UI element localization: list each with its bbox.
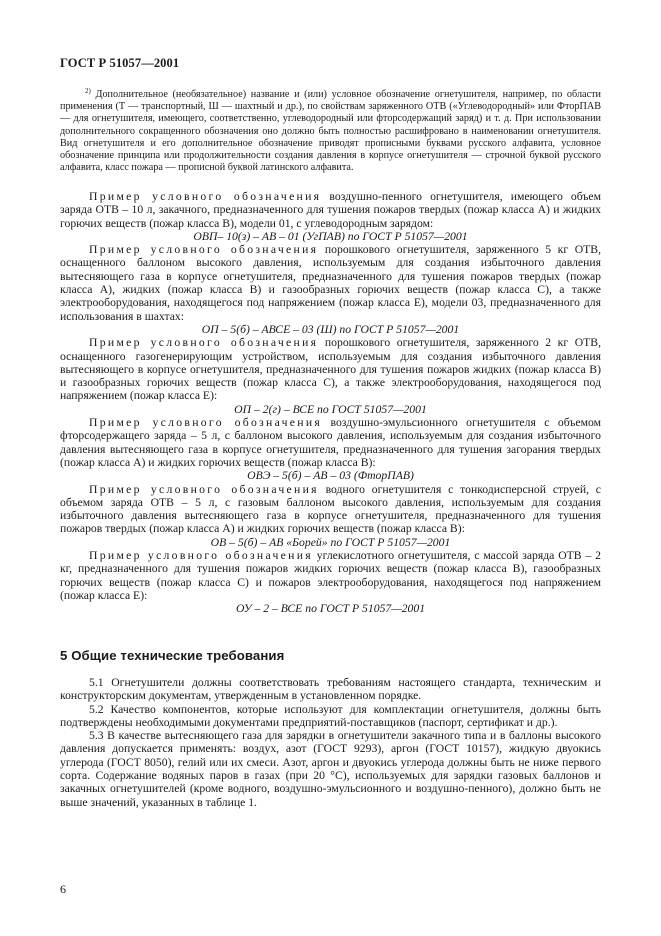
example-text: водного огнетушителя с тонкодисперсной струей, с объемом заряда ОТВ – 5 л, с газовым баллоном высокого давления, используемым для создания избыточного давления вытесняющего газа в корпусе огнетушителя, предназначенного для тушения пожаров твердых (пожар класса А) и жидких горючих веществ (пожар класса В): (60, 482, 601, 536)
example-text: воздушно-пенного огнетушителя, имеющего объем заряда ОТВ – 10 л, закачного, предназначенного для тушения пожаров твердых (пожар класса А) и жидких горючих веществ (пожар класса В), модели 01, с углеводородным зарядом: (60, 190, 601, 230)
footnote-text: Дополнительное (необязательное) название и (или) условное обозначение огнетушителя, например, по области применения (Т — транспортный, Ш — шахтный и др.), по свойствам заряженного ОТВ («Углеводородный» или ФторПАВ — для огнетушителя, имеющего, соответственно, углеводородный или фторсодержащий заряд) и т. д. При использовании дополнительного сокращенного обозначения оно должно быть полностью расшифровано в наименовании огнетушителя. Вид огнетушителя и его дополнительное обозначение приводят прописными буквами русского алфавита, условное обозначение принципа или продолжительности создания давления в корпусе огнетушителя — строчной буквой русского алфавита, класс пожара — прописной буквой латинского алфавита. (60, 89, 601, 174)
example-lead: Пример условного обозначения (89, 416, 323, 430)
example-formula: ОП – 5(б) – АВСЕ – 03 (Ш) по ГОСТ Р 51057—2001 (201, 322, 460, 336)
example-paragraph (60, 483, 601, 536)
section-paragraph: 5.1 Огнетушители должны соответствовать требованиям настоящего стандарта, техническим и конструкторским документам, утвержденным в установленном порядке. (60, 676, 601, 703)
example-lead: Пример условного обозначения (89, 190, 322, 203)
section-heading: 5 Общие технические требования (60, 648, 285, 663)
example-text: воздушно-эмульсионного огнетушителя с объемом фторсодержащего заряда – 5 л, с баллоном высокого давления, используемым для создания избыточного давления вытесняющего газа в корпусе огнетушителя, предназначенного для тушения загорания твердых (пожар класса А) и жидких горючих веществ (пожар класса В): (60, 416, 602, 469)
example-lead: Пример условного обозначения (89, 482, 319, 496)
example-lead: Пример условного обозначения (89, 336, 319, 350)
page-header-doc-id: ГОСТ Р 51057—2001 (60, 56, 180, 70)
example-formula: ОП – 2(г) – ВСЕ по ГОСТ 51057—2001 (234, 402, 427, 416)
section-paragraph: 5.2 Качество компонентов, которые используют для комплектации огнетушителя, должны быть подтверждены необходимыми документами предприятий-поставщиков (паспорт, сертификат и др.). (60, 702, 601, 729)
footnote-paragraph (60, 89, 601, 174)
example-lead: Пример условного обозначения (89, 549, 313, 563)
example-text: порошкового огнетушителя, заряженного 2 кг ОТВ, оснащенного газогенерирующим устройством, используемым для создания избыточного давления вытесняющего в корпусе огнетушителя, предназначенного для тушения пожаров жидких (пожар класса В) и газообразных горючих веществ (пожар класса С), а также электрооборудования, находящегося под напряжением (пожар класса Е): (60, 336, 601, 403)
examples-block (60, 190, 601, 616)
example-formula: ОВП– 10(з) – АВ – 01 (УгПАВ) по ГОСТ Р 51057—2001 (193, 229, 468, 243)
example-paragraph (60, 416, 601, 469)
example-paragraph (60, 549, 601, 602)
example-formula: ОВЭ – 5(б) – АВ – 03 (ФторПАВ) (247, 469, 414, 483)
footnote-marker: 2) (85, 87, 91, 95)
example-text: углекислотного огнетушителя, с массой заряда ОТВ – 2 кг, предназначенного для тушения пожаров жидких горючих веществ (пожар класса В), газообразных горючих веществ (пожар класса С) и пожаров электрооборудования, находящегося под напряжением (пожар класса Е): (60, 549, 601, 602)
example-lead: Пример условного обозначения (89, 243, 319, 257)
footnote (60, 89, 601, 174)
example-paragraph (60, 243, 601, 323)
example-formula: ОУ – 2 – ВСЕ по ГОСТ Р 51057—2001 (235, 602, 426, 616)
example-formula: ОВ – 5(б) – АВ «Борей» по ГОСТ Р 51057—2001 (210, 535, 451, 549)
example-text: порошкового огнетушителя, заряженного 5 кг ОТВ, оснащенного баллоном высокого давления, используемым для создания избыточного давления вытесняющего газа в корпусе огнетушителя, предназначенного для тушения пожаров твердых (пожар класса А), жидких (пожар класса В) и газообразных горючих веществ (пожар класса С), а также электрооборудования, находящегося под напряжением (пожар класса Е), модели 03, предназначенного для использования в шахтах: (60, 243, 601, 323)
section-paragraph: 5.3 В качестве вытесняющего газа для зарядки в огнетушители закачного типа и в баллоны высокого давления допускается применять: воздух, азот (ГОСТ 9293), аргон (ГОСТ 10157), жидкую двуокись углерода (ГОСТ 8050), гелий или их смеси. Азот, аргон и двуокись углерода должны быть не ниже первого сорта. Содержание водяных паров в газах (при 20 °С), используемых для зарядки газовых баллонов и закачных огнетушителей (кроме водного, воздушно-эмульсионного и воздушно-пенного), должно быть не выше значений, указанных в таблице 1. (60, 729, 601, 809)
section-body (60, 676, 601, 809)
example-paragraph (60, 190, 601, 230)
example-paragraph (60, 336, 601, 402)
page-number: 6 (60, 882, 66, 896)
